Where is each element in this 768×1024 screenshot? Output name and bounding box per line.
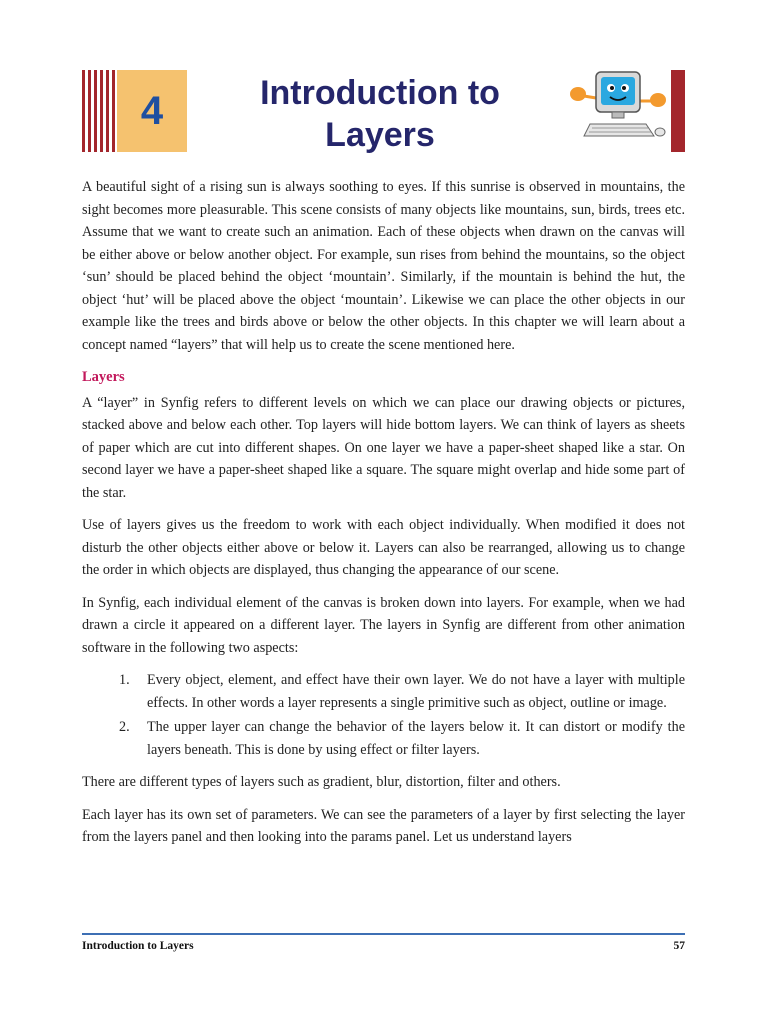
chapter-number: 4	[117, 70, 187, 152]
chapter-title	[210, 72, 550, 156]
decorative-bar	[671, 70, 685, 152]
list-item-text: The upper layer can change the behavior of the layers below it. It can distort or modify the layers beneath. This is done by using effect or filter layers.	[147, 719, 685, 758]
list-item-text: Every object, element, and effect have their own layer. We do not have a layer with multiple effects. In other words a layer represents a single primitive such as object, outline or image.	[147, 672, 685, 711]
section-heading: Layers	[82, 369, 125, 385]
paragraph: In Synfig, each individual element of the canvas is broken down into layers. For example, when we had drawn a circle it appeared on a different layer. The layers in Synfig are different from other animation software in the following two aspects:	[82, 594, 685, 656]
list-item	[82, 716, 685, 761]
list-item-number: 1.	[119, 672, 130, 688]
chapter-title-line1: Introduction to	[260, 74, 500, 112]
paragraph: Each layer has its own set of parameters. We can see the parameters of a layer by first selecting the layer from the layers panel and then looking into the params panel. Let us understand layers	[82, 806, 685, 845]
page-body	[82, 176, 685, 859]
footer-rule	[82, 933, 685, 935]
numbered-list	[82, 669, 685, 761]
paragraph: Use of layers gives us the freedom to work with each object individually. When modified it does not disturb the other objects either above or below it. Layers can also be rearranged, allowing us to change the order in which objects are displayed, thus changing the appearance of our scene.	[82, 517, 685, 578]
chapter-header	[0, 0, 768, 170]
list-item-number: 2.	[119, 719, 130, 735]
page-number: 57	[673, 940, 685, 952]
list-item	[82, 669, 685, 714]
paragraph: There are different types of layers such as gradient, blur, distortion, filter and others.	[82, 774, 561, 790]
paragraph: A “layer” in Synfig refers to different levels on which we can place our drawing objects or pictures, stacked above and below each other. Top layers will hide bottom layers. We can think of layers as sheets of paper which are cut into different shapes. On one layer we have a paper-sheet shaped like a star. On second layer we have a paper-sheet shaped like a square. The square might overlap and hide some part of the star.	[82, 394, 685, 501]
chapter-title-line2: Layers	[325, 116, 435, 154]
computer-mascot-icon	[566, 66, 670, 142]
intro-paragraph: A beautiful sight of a rising sun is always soothing to eyes. If this sunrise is observed in mountains, the sight becomes more pleasurable. This scene consists of many objects like mountains, sun, birds, trees etc. Assume that we want to create such an animation. Each of these objects when drawn on the canvas will be either above or below another object. For example, sun rises from behind the mountains, so the object ‘sun’ should be placed behind the object ‘mountain’. Similarly, if the mountain is behind the hut, the object ‘hut’ will be placed above the object ‘mountain’. Likewise we can place the other objects in our example like the trees and birds above or below the other objects. In this chapter we will learn about a concept named “layers” that will help us to create the scene mentioned here.	[82, 179, 685, 353]
decorative-stripes	[82, 70, 116, 152]
footer-title: Introduction to Layers	[82, 940, 194, 952]
